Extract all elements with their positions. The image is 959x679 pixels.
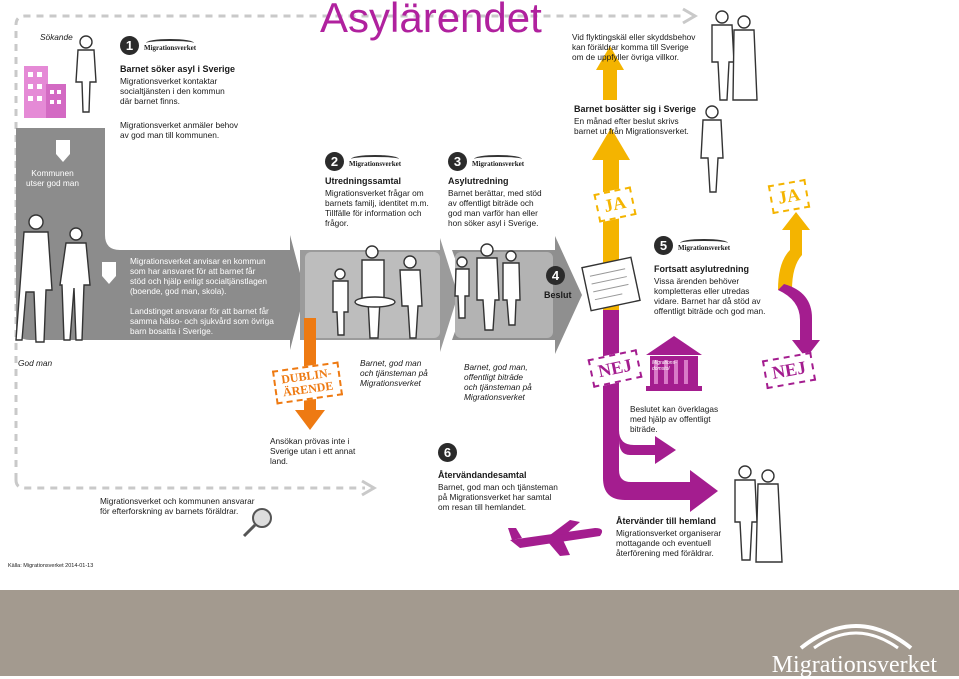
page-title: Asylärendet <box>320 0 542 41</box>
step-5-heading: Fortsatt asylutredning <box>654 264 750 274</box>
appeal-text: Beslutet kan överklagas med hjälp av offentligt biträde. <box>630 404 719 434</box>
step-3-text: Barnet berättar, med stöd av offentligt biträde och god man varför han eller hon söker asyl i Sverige. <box>448 188 542 228</box>
step-5-number: 5 <box>654 236 673 255</box>
step-5-text: Vissa ärenden behöver kompletteras eller utredas vidare. Barnet har då stöd av offentligt biträde och god man. <box>654 276 766 316</box>
yes-sign-2: JA <box>768 179 810 214</box>
step-6-number: 6 <box>438 443 457 462</box>
residence-building-icon <box>24 66 66 118</box>
magenta-branch-arrow <box>778 284 820 358</box>
step-1-heading: Barnet söker asyl i Sverige <box>120 64 236 74</box>
seeker-label: Sökande <box>40 32 73 42</box>
yellow-branch-arrow <box>778 212 810 290</box>
migrationsverket-logo: Migrationsverket <box>144 39 196 52</box>
migrationsverket-logo: Migrationsverket <box>678 239 730 252</box>
step-4-number: 4 <box>546 266 565 285</box>
settle-heading: Barnet bosätter sig i Sverige <box>574 104 697 114</box>
family-reunion-text: Vid flyktingskäl eller skyddsbehov kan föräldrar komma till Sverige om de uppfyller övriga villkor. <box>572 32 696 62</box>
step-3-header <box>448 152 524 171</box>
airplane-icon <box>508 520 602 556</box>
migrationsverket-arc-logo-icon <box>796 612 916 652</box>
magenta-appeal-arrow <box>619 430 676 464</box>
dublin-text: Ansökan prövas inte i Sverige utan i ett annat land. <box>270 436 356 466</box>
step-2-caption: Barnet, god man och tjänsteman på Migrationsverket <box>360 358 428 388</box>
step-2-text: Migrationsverket frågar om barnets familj, identitet m.m. Tillfälle för information och frågor. <box>325 188 429 228</box>
parent-search-text: Migrationsverket och kommunen ansvarar för efterforskning av barnets föräldrar. <box>100 496 255 516</box>
step-3-number: 3 <box>448 152 467 171</box>
step-1-text-2: Migrationsverket anmäler behov av god man till kommunen. <box>120 120 239 140</box>
step-3-heading: Asylutredning <box>448 176 509 186</box>
step-2-heading: Utredningssamtal <box>325 176 402 186</box>
no-sign-2: NEJ <box>762 352 816 389</box>
settle-text: En månad efter beslut skrivs barnet ut från Migrationsverket. <box>574 116 689 136</box>
step-1-number: 1 <box>120 36 139 55</box>
decision-label: Beslut <box>544 290 572 300</box>
step-6-text: Barnet, god man och tjänsteman på Migrationsverket har samtal om resan till hemlandet. <box>438 482 558 512</box>
footer-brand-name: Migrationsverket <box>771 652 937 678</box>
step-5-header <box>654 236 730 255</box>
step-2-header <box>325 152 401 171</box>
yes-sign: JA <box>593 186 636 222</box>
dashed-arrowhead-top <box>683 9 695 23</box>
no-sign: NEJ <box>588 349 643 388</box>
migrationsverket-logo: Migrationsverket <box>472 155 524 168</box>
migrationsverket-logo: Migrationsverket <box>349 155 401 168</box>
return-heading: Återvänder till hemland <box>616 516 717 526</box>
step-2-number: 2 <box>325 152 344 171</box>
step-6-marker <box>438 443 457 462</box>
step-3-caption: Barnet, god man, offentligt biträde och tjänsteman på Migrationsverket <box>464 362 532 402</box>
guardian-label: God man <box>18 358 53 368</box>
county-responsibility-text: Landstinget ansvarar för att barnet får samma hälso- och sjukvård som övriga barn bosatta i Sverige. <box>130 306 274 336</box>
decision-document-icon <box>582 257 640 310</box>
step-6-heading: Återvändandesamtal <box>438 470 527 480</box>
source-note: Källa: Migrationsverket 2014-01-13 <box>8 563 94 569</box>
return-text: Migrationsverket organiserar mottagande och eventuell återförening med föräldrar. <box>616 528 722 558</box>
step-1-text: Migrationsverket kontaktar socialtjänsten i den kommun där barnet finns. <box>120 76 225 106</box>
step-4-marker <box>546 266 565 285</box>
step-1-header <box>120 36 196 55</box>
dublin-case-sign: DUBLIN- ÄRENDE <box>272 362 343 405</box>
municipality-responsibility-text: Migrationsverket anvisar en kommun som har ansvaret för att barnet får stöd och hjälp enligt socialtjänstlagen (boende, god man, skola). <box>130 256 267 296</box>
court-label: Migrations- domstol <box>652 360 677 372</box>
municipality-label: Kommunen utser god man <box>26 168 80 188</box>
